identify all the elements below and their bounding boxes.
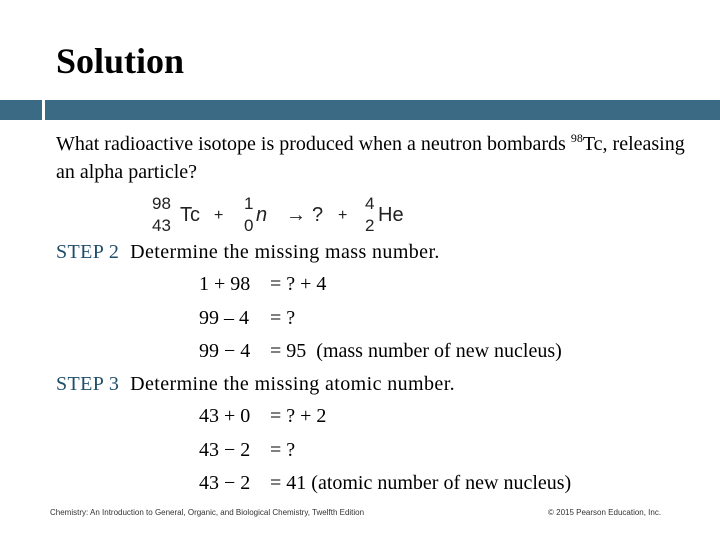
footer-book-title: Chemistry: An Introduction to General, Organic, and Biological Chemistry, Twelfth Edition	[50, 508, 365, 517]
step-3-heading	[56, 372, 455, 396]
plus-sign-2: +	[338, 207, 348, 224]
he-atomic-number: 2	[365, 216, 375, 235]
tc-atomic-number: 43	[152, 216, 171, 235]
tc-mass-superscript: 98	[570, 131, 583, 145]
unknown-product: ?	[312, 204, 324, 226]
neutron-atomic-number: 0	[244, 216, 254, 235]
step-2-text: Determine the missing mass number.	[130, 241, 440, 263]
step-3-text: Determine the missing atomic number.	[130, 373, 456, 395]
accent-bar-right	[45, 100, 720, 120]
step-3-line-3-left: 43 − 2	[199, 472, 251, 494]
step-3-label: STEP 3	[56, 373, 120, 395]
reaction-arrow: →	[286, 204, 306, 226]
question-part2: Tc, releasing an alpha particle?	[56, 133, 685, 183]
slide-title: Solution	[56, 41, 185, 81]
step-3-line-1-right: = ? + 2	[270, 405, 327, 427]
step-2-line-3-left: 99 − 4	[199, 340, 251, 362]
plus-sign-1: +	[214, 207, 224, 224]
step-3-line-1-left: 43 + 0	[199, 405, 251, 427]
neutron-mass-number: 1	[244, 194, 254, 213]
step-2-label: STEP 2	[56, 241, 120, 263]
tc-mass-number: 98	[152, 194, 171, 213]
step-2-line-3-right: = 95 (mass number of new nucleus)	[270, 340, 562, 362]
tc-symbol: Tc	[180, 204, 200, 226]
question-text	[56, 130, 706, 186]
he-mass-number: 4	[365, 194, 375, 213]
step-2-line-2-left: 99 – 4	[199, 307, 249, 329]
step-3-line-3-right: = 41 (atomic number of new nucleus)	[270, 472, 572, 494]
step-2-line-2-right: = ?	[270, 307, 296, 329]
he-symbol: He	[378, 204, 404, 226]
step-2-line-1-right: = ? + 4	[270, 273, 327, 295]
step-3-line-2-left: 43 − 2	[199, 439, 251, 461]
step-3-line-2-right: = ?	[270, 439, 296, 461]
question-part1: What radioactive isotope is produced when a neutron bombards	[56, 133, 571, 155]
neutron-symbol: n	[256, 204, 268, 226]
accent-bar-left	[0, 100, 42, 120]
step-2-heading	[56, 240, 440, 264]
footer-copyright: © 2015 Pearson Education, Inc.	[548, 508, 662, 517]
step-2-line-1-left: 1 + 98	[199, 273, 251, 295]
nuclear-equation	[152, 194, 412, 240]
